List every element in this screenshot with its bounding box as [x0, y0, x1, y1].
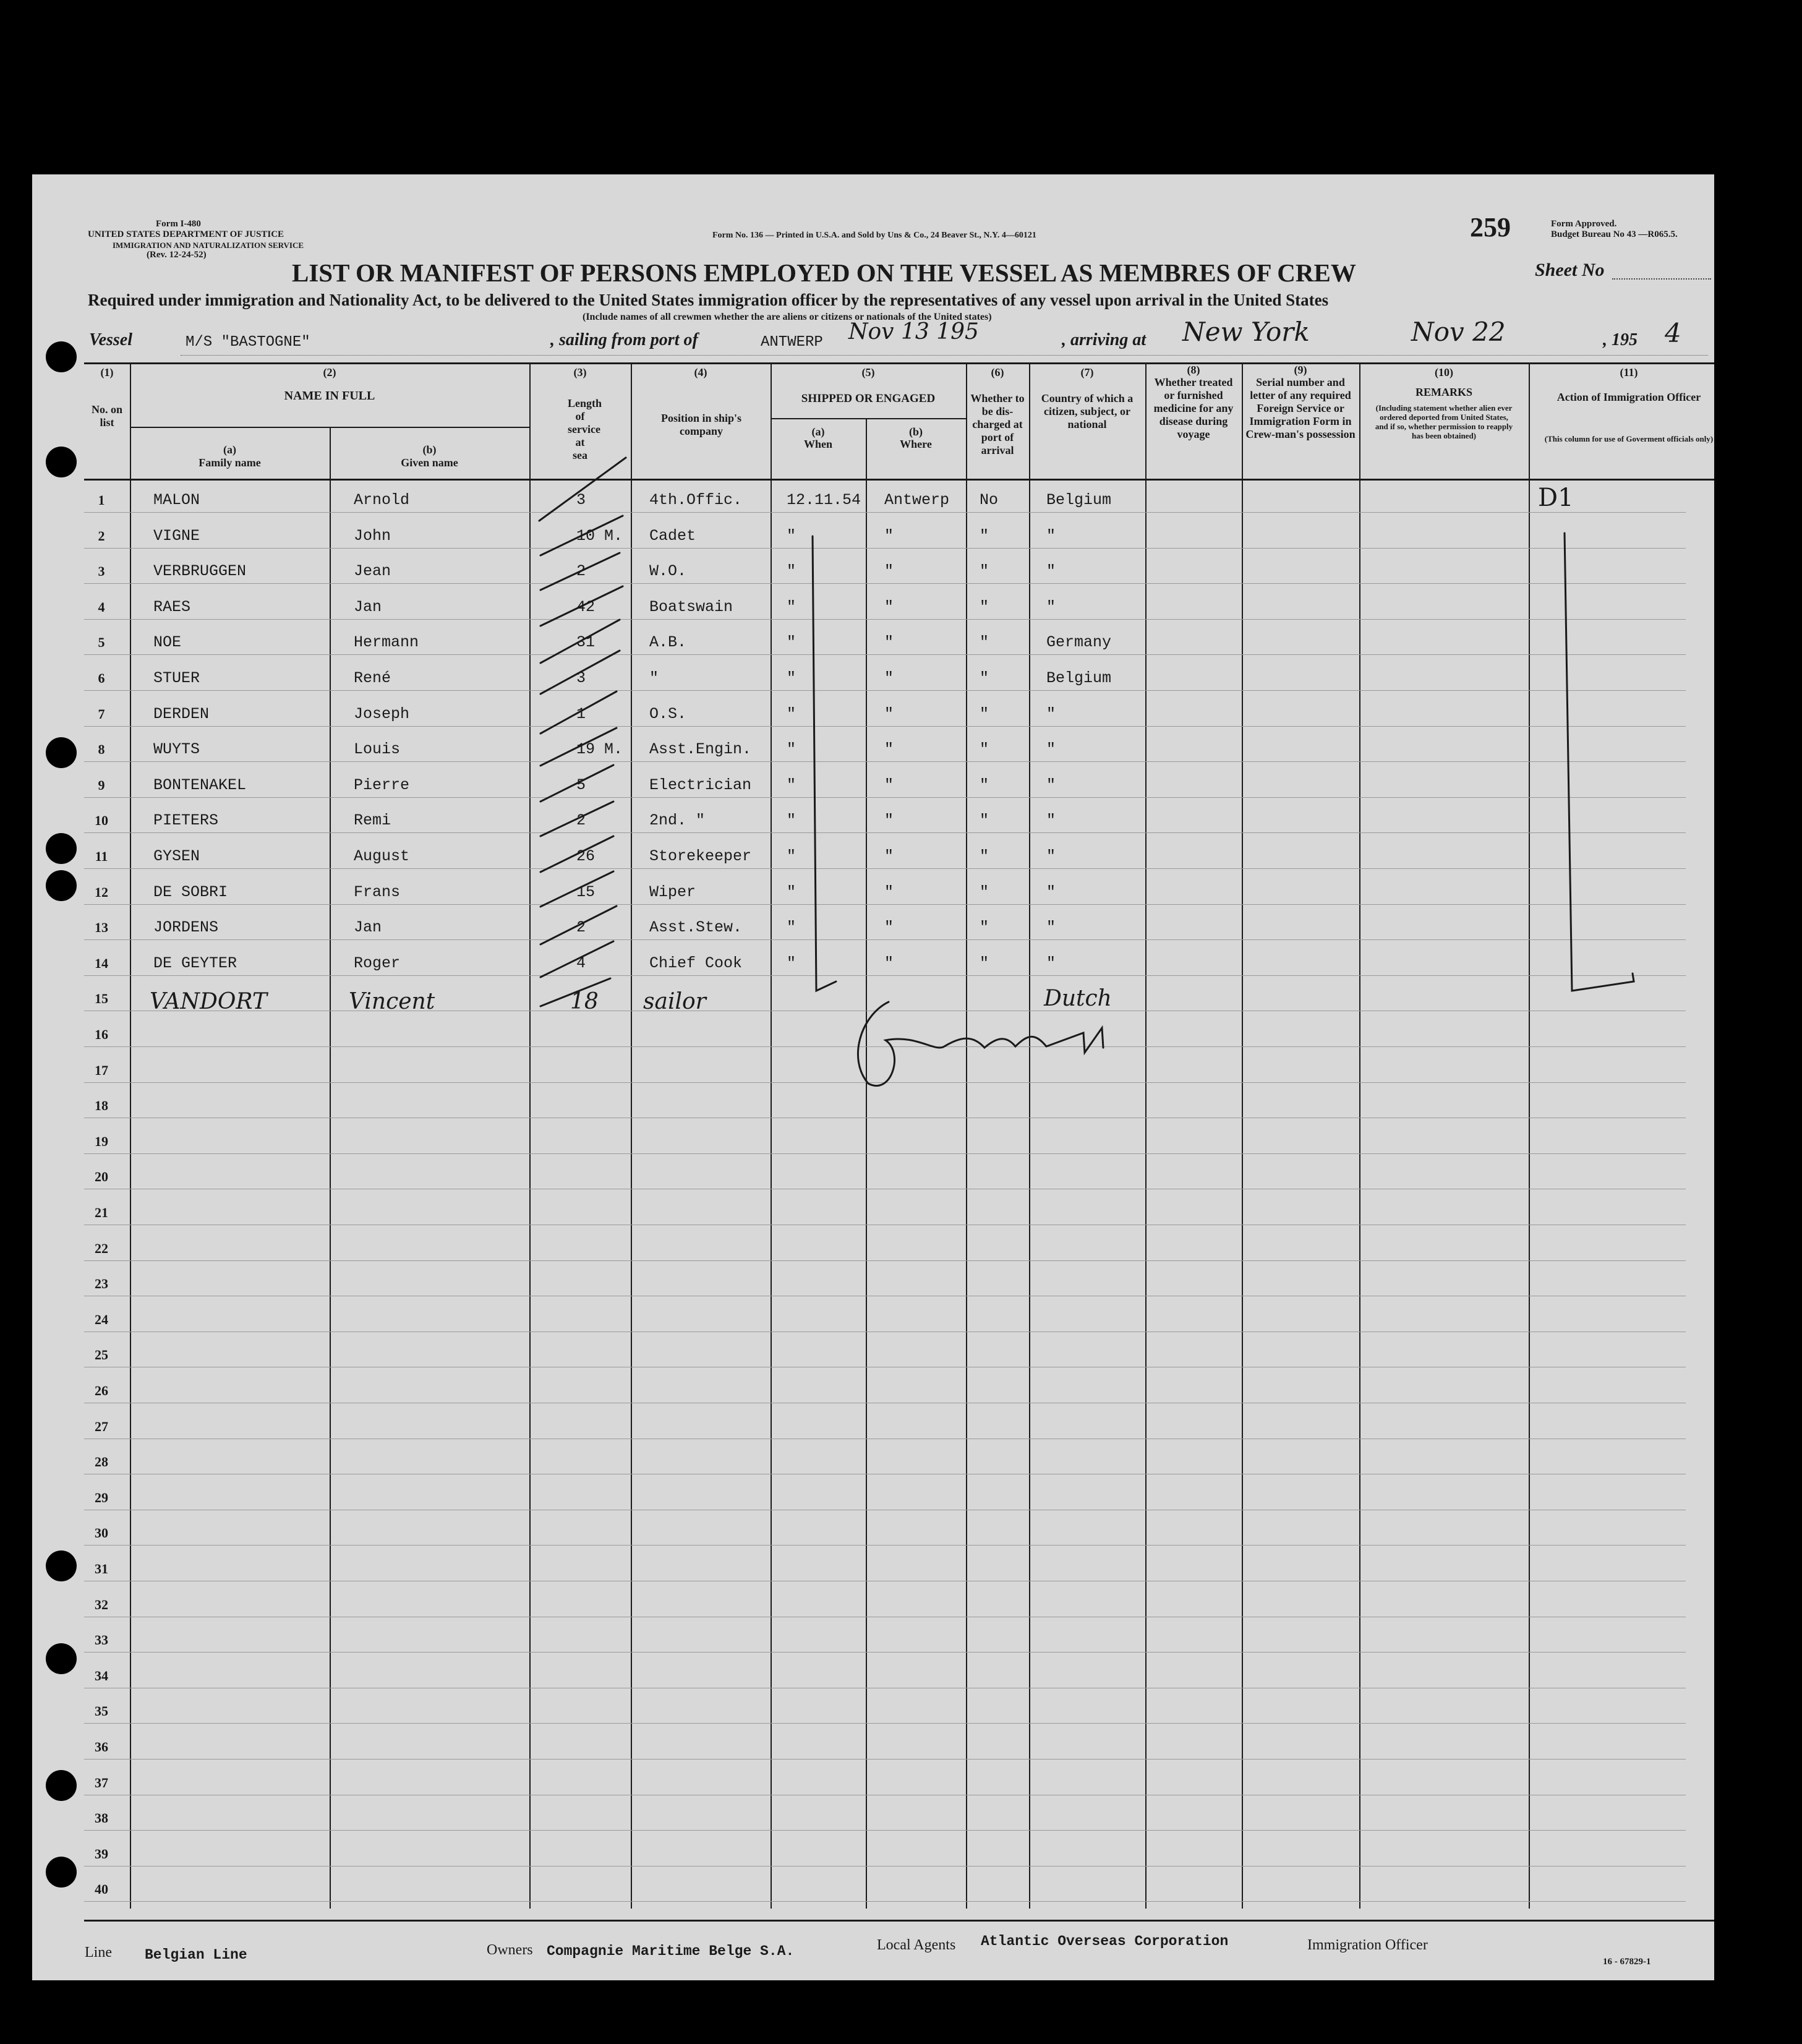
- handwritten-given-name: Vincent: [349, 989, 435, 1014]
- row-number: 4: [98, 599, 105, 615]
- position-cell: 4th.Offic.: [649, 491, 743, 509]
- row-number: 9: [98, 777, 105, 793]
- tick-mark: [540, 553, 620, 590]
- sailing-port: ANTWERP: [761, 334, 823, 351]
- col7-label: Country of which a citizen, subject, or national: [1041, 392, 1134, 430]
- footer-owners-label: Owners: [487, 1942, 533, 1958]
- col2a-number: (a): [223, 443, 236, 456]
- shipped-when-cell: ": [787, 954, 796, 972]
- service-name: IMMIGRATION AND NATURALIZATION SERVICE: [113, 241, 304, 250]
- vessel-value: M/S "BASTOGNE": [186, 334, 310, 351]
- manifest-sheet: [32, 174, 1714, 1980]
- country-cell: Germany: [1046, 633, 1112, 651]
- shipped-when-cell: 12.11.54: [787, 491, 861, 509]
- row-number: 32: [95, 1597, 108, 1612]
- shipped-where-cell: ": [884, 633, 894, 651]
- form-revision: (Rev. 12-24-52): [147, 250, 207, 260]
- col3-label: Length of service at sea: [568, 397, 602, 461]
- discharged-cell: ": [980, 669, 989, 687]
- family-name-cell: WUYTS: [153, 740, 200, 758]
- discharged-cell: ": [980, 740, 989, 758]
- row-number: 31: [95, 1561, 108, 1576]
- country-cell: ": [1046, 918, 1056, 936]
- col9-number: (9): [1294, 364, 1307, 376]
- discharged-cell: ": [980, 811, 989, 829]
- service-cell: 19 M.: [576, 740, 623, 758]
- row-number: 25: [95, 1347, 108, 1362]
- position-cell: Cadet: [649, 527, 696, 545]
- sailing-date: Nov 13 195: [848, 319, 979, 344]
- budget-bureau: Budget Bureau No 43 —R065.5.: [1551, 229, 1678, 239]
- family-name-cell: VIGNE: [153, 527, 200, 545]
- col11-label: Action of Immigration Officer: [1556, 391, 1701, 403]
- family-name-cell: VERBRUGGEN: [153, 562, 247, 580]
- row-number: 17: [95, 1063, 108, 1078]
- col2-number: (2): [323, 366, 336, 378]
- position-cell: Asst.Stew.: [649, 918, 743, 936]
- shipped-where-cell: ": [884, 918, 894, 936]
- col5a-label: When: [803, 438, 832, 450]
- discharged-cell: ": [980, 598, 989, 616]
- given-name-cell: Jean: [354, 562, 391, 580]
- country-cell: Belgium: [1046, 491, 1112, 509]
- row-number: 34: [95, 1668, 108, 1683]
- vessel-label: Vessel: [89, 330, 132, 349]
- arriving-label: , arriving at: [1062, 330, 1147, 349]
- row-number: 26: [95, 1383, 108, 1398]
- family-name-cell: PIETERS: [153, 811, 219, 829]
- tick-mark: [540, 765, 613, 802]
- col5a-number: (a): [811, 425, 825, 438]
- row-number: 38: [95, 1810, 108, 1826]
- country-cell: ": [1046, 527, 1056, 545]
- col10-number: (10): [1435, 366, 1453, 378]
- service-cell: 1: [576, 705, 586, 723]
- tick-mark: [540, 871, 613, 907]
- action-mark: D1: [1538, 484, 1574, 512]
- col5b-number: (b): [909, 425, 923, 438]
- given-name-cell: Hermann: [354, 633, 419, 651]
- position-cell: Storekeeper: [649, 847, 752, 865]
- shipped-when-cell: ": [787, 740, 796, 758]
- footer-agents-value: Atlantic Overseas Corporation: [981, 1933, 1229, 1949]
- tick-mark: [540, 802, 613, 836]
- discharged-cell: ": [980, 705, 989, 723]
- shipped-when-cell: ": [787, 527, 796, 545]
- row-number: 18: [95, 1098, 108, 1113]
- shipped-when-cell: ": [787, 883, 796, 901]
- row-number: 23: [95, 1276, 108, 1291]
- handwritten-country: Dutch: [1044, 986, 1112, 1011]
- handwritten-service: 18: [570, 989, 599, 1014]
- service-cell: 10 M.: [576, 527, 623, 545]
- sailing-label: , sailing from port of: [550, 330, 698, 349]
- shipped-when-cell: ": [787, 811, 796, 829]
- footer-line-value: Belgian Line: [145, 1947, 247, 1963]
- col5b-label: Where: [900, 438, 932, 450]
- given-name-cell: Pierre: [354, 776, 410, 794]
- country-cell: ": [1046, 954, 1056, 972]
- position-cell: Chief Cook: [649, 954, 743, 972]
- service-cell: 15: [576, 883, 596, 901]
- shipped-where-cell: ": [884, 883, 894, 901]
- col2a-label: Family name: [199, 456, 261, 469]
- position-cell: Asst.Engin.: [649, 740, 752, 758]
- row-number: 20: [95, 1169, 108, 1184]
- given-name-cell: Jan: [354, 918, 382, 936]
- footer-line-label: Line: [85, 1944, 112, 1961]
- row-number: 2: [98, 528, 105, 544]
- shipped-when-cell: ": [787, 705, 796, 723]
- row-number: 24: [95, 1312, 108, 1327]
- handwritten-position: sailor: [643, 989, 706, 1014]
- row-number: 35: [95, 1703, 108, 1719]
- tick-mark: [540, 691, 617, 733]
- country-cell: ": [1046, 562, 1056, 580]
- service-cell: 31: [576, 633, 596, 651]
- tick-mark: [540, 836, 613, 872]
- ditto-bracket-action: [1565, 533, 1634, 991]
- family-name-cell: RAES: [153, 598, 191, 616]
- col6-number: (6): [991, 366, 1004, 378]
- shipped-where-cell: Antwerp: [884, 491, 950, 509]
- given-name-cell: Joseph: [354, 705, 410, 723]
- position-cell: Wiper: [649, 883, 696, 901]
- shipped-when-cell: ": [787, 847, 796, 865]
- signature-scrawl: [858, 1002, 1103, 1086]
- discharged-cell: ": [980, 847, 989, 865]
- tick-mark: [539, 458, 626, 521]
- country-cell: ": [1046, 811, 1056, 829]
- page-subtitle: Required under immigration and Nationality Act, to be delivered to the United States immigration officer by the representatives of any vessel upon arrival in the United States: [88, 291, 1329, 309]
- row-number: 12: [95, 884, 108, 900]
- shipped-where-cell: ": [884, 740, 894, 758]
- col9-label: Serial number and letter of any required Foreign Service or Immigration Form in Crew-man's possession: [1245, 376, 1356, 440]
- country-cell: ": [1046, 598, 1056, 616]
- shipped-where-cell: ": [884, 954, 894, 972]
- row-number: 40: [95, 1881, 108, 1897]
- discharged-cell: ": [980, 776, 989, 794]
- country-cell: ": [1046, 883, 1056, 901]
- row-number: 1: [98, 492, 105, 508]
- position-cell: W.O.: [649, 562, 687, 580]
- position-cell: ": [649, 669, 659, 687]
- shipped-when-cell: ": [787, 562, 796, 580]
- footer-owners-value: Compagnie Maritime Belge S.A.: [547, 1943, 795, 1959]
- col2-label: NAME IN FULL: [284, 389, 375, 403]
- family-name-cell: DE GEYTER: [153, 954, 237, 972]
- discharged-cell: ": [980, 883, 989, 901]
- tick-mark: [540, 978, 610, 1006]
- tick-mark: [540, 728, 617, 766]
- year-value: 4: [1665, 318, 1681, 348]
- col2b-number: (b): [422, 443, 437, 456]
- country-cell: ": [1046, 776, 1056, 794]
- family-name-cell: DERDEN: [153, 705, 210, 723]
- given-name-cell: August: [354, 847, 410, 865]
- page-note: (Include names of all crewmen whether the are aliens or citizens or nationals of the United states): [583, 312, 992, 322]
- col8-number: (8): [1187, 364, 1200, 376]
- shipped-where-cell: ": [884, 562, 894, 580]
- family-name-cell: BONTENAKEL: [153, 776, 247, 794]
- shipped-where-cell: ": [884, 598, 894, 616]
- shipped-when-cell: ": [787, 918, 796, 936]
- shipped-when-cell: ": [787, 776, 796, 794]
- country-cell: ": [1046, 847, 1056, 865]
- ditto-bracket-when: [813, 536, 836, 991]
- footer-agents-label: Local Agents: [877, 1937, 956, 1953]
- col8-label: Whether treated or furnished medicine for any disease during voyage: [1153, 376, 1234, 440]
- col11-number: (11): [1620, 366, 1638, 378]
- row-number: 27: [95, 1419, 108, 1434]
- col7-number: (7): [1080, 366, 1094, 378]
- shipped-when-cell: ": [787, 598, 796, 616]
- col10-label: REMARKS: [1415, 386, 1472, 398]
- given-name-cell: Arnold: [354, 491, 410, 509]
- year-prefix: , 195: [1603, 330, 1638, 349]
- service-cell: 26: [576, 847, 596, 865]
- shipped-where-cell: ": [884, 847, 894, 865]
- given-name-cell: John: [354, 527, 391, 545]
- col5-number: (5): [861, 366, 875, 378]
- family-name-cell: DE SOBRI: [153, 883, 228, 901]
- tick-mark: [540, 516, 623, 555]
- row-number: 5: [98, 635, 105, 650]
- discharged-cell: No: [980, 491, 999, 509]
- col4-label: Position in ship's company: [660, 412, 742, 437]
- arriving-port: New York: [1182, 317, 1310, 347]
- row-number: 22: [95, 1241, 108, 1256]
- row-number: 11: [95, 849, 108, 864]
- department-name: UNITED STATES DEPARTMENT OF JUSTICE: [88, 229, 284, 239]
- service-cell: 5: [576, 776, 586, 794]
- pen-marks: [32, 174, 1714, 1980]
- row-number: 37: [95, 1775, 108, 1790]
- col1-number: (1): [100, 366, 114, 378]
- row-number: 36: [95, 1739, 108, 1755]
- position-cell: 2nd. ": [649, 811, 706, 829]
- shipped-where-cell: ": [884, 705, 894, 723]
- family-name-cell: MALON: [153, 491, 200, 509]
- form-number: Form I-480: [156, 219, 201, 229]
- col3-number: (3): [573, 366, 587, 378]
- row-number: 21: [95, 1205, 108, 1220]
- family-name-cell: GYSEN: [153, 847, 200, 865]
- service-cell: 2: [576, 811, 586, 829]
- col4-number: (4): [694, 366, 707, 378]
- discharged-cell: ": [980, 954, 989, 972]
- discharged-cell: ": [980, 527, 989, 545]
- row-number: 15: [95, 991, 108, 1006]
- footer-code: 16 - 67829-1: [1603, 1957, 1651, 1967]
- row-number: 19: [95, 1134, 108, 1149]
- service-cell: 2: [576, 918, 586, 936]
- col2b-label: Given name: [401, 456, 458, 469]
- row-number: 6: [98, 670, 105, 686]
- stamp-number: 259: [1470, 212, 1511, 242]
- shipped-where-cell: ": [884, 527, 894, 545]
- col10-sublabel: (Including statement whether alien ever ordered deported from United States, and if so, whether permission to reapply has been obtained): [1375, 403, 1513, 440]
- col11-sublabel: (This column for use of Goverment officials only): [1544, 434, 1714, 443]
- row-number: 13: [95, 920, 108, 935]
- country-cell: ": [1046, 740, 1056, 758]
- handwritten-family-name: VANDORT: [150, 989, 267, 1014]
- form-approved: Form Approved.: [1551, 219, 1617, 229]
- printer-line: Form No. 136 — Printed in U.S.A. and Sold by Uns & Co., 24 Beaver St., N.Y. 4—60121: [712, 231, 1036, 240]
- shipped-when-cell: ": [787, 633, 796, 651]
- discharged-cell: ": [980, 562, 989, 580]
- row-number: 33: [95, 1632, 108, 1648]
- page-title: LIST OR MANIFEST OF PERSONS EMPLOYED ON THE VESSEL AS MEMBRES OF CREW: [292, 259, 1356, 287]
- position-cell: Electrician: [649, 776, 752, 794]
- country-cell: Belgium: [1046, 669, 1112, 687]
- shipped-where-cell: ": [884, 776, 894, 794]
- row-number: 7: [98, 706, 105, 722]
- shipped-when-cell: ": [787, 669, 796, 687]
- country-cell: ": [1046, 705, 1056, 723]
- row-number: 39: [95, 1846, 108, 1862]
- given-name-cell: Jan: [354, 598, 382, 616]
- row-number: 10: [95, 813, 108, 828]
- service-cell: 42: [576, 598, 596, 616]
- row-number: 29: [95, 1490, 108, 1505]
- col5-label: SHIPPED OR ENGAGED: [801, 392, 936, 405]
- row-number: 8: [98, 742, 105, 757]
- discharged-cell: ": [980, 918, 989, 936]
- row-number: 28: [95, 1454, 108, 1469]
- arriving-date: Nov 22: [1411, 317, 1506, 347]
- tick-mark: [540, 941, 613, 977]
- given-name-cell: Frans: [354, 883, 401, 901]
- family-name-cell: JORDENS: [153, 918, 219, 936]
- shipped-where-cell: ": [884, 669, 894, 687]
- service-cell: 4: [576, 954, 586, 972]
- service-cell: 3: [576, 669, 586, 687]
- col1-label: No. on list: [91, 403, 122, 429]
- tick-mark: [540, 586, 623, 626]
- family-name-cell: NOE: [153, 633, 182, 651]
- footer-officer-label: Immigration Officer: [1307, 1937, 1428, 1953]
- given-name-cell: Roger: [354, 954, 401, 972]
- service-cell: 2: [576, 562, 586, 580]
- position-cell: A.B.: [649, 633, 687, 651]
- given-name-cell: René: [354, 669, 391, 687]
- position-cell: O.S.: [649, 705, 687, 723]
- row-number: 16: [95, 1027, 108, 1042]
- tick-mark: [540, 906, 617, 944]
- position-cell: Boatswain: [649, 598, 733, 616]
- service-cell: 3: [576, 491, 586, 509]
- col6-label: Whether to be dis-charged at port of arrival: [970, 392, 1025, 456]
- given-name-cell: Louis: [354, 740, 401, 758]
- sheet-number-label: Sheet No: [1535, 260, 1605, 280]
- row-number: 30: [95, 1525, 108, 1541]
- discharged-cell: ": [980, 633, 989, 651]
- row-number: 3: [98, 563, 105, 579]
- shipped-where-cell: ": [884, 811, 894, 829]
- given-name-cell: Remi: [354, 811, 391, 829]
- row-number: 14: [95, 956, 108, 971]
- family-name-cell: STUER: [153, 669, 200, 687]
